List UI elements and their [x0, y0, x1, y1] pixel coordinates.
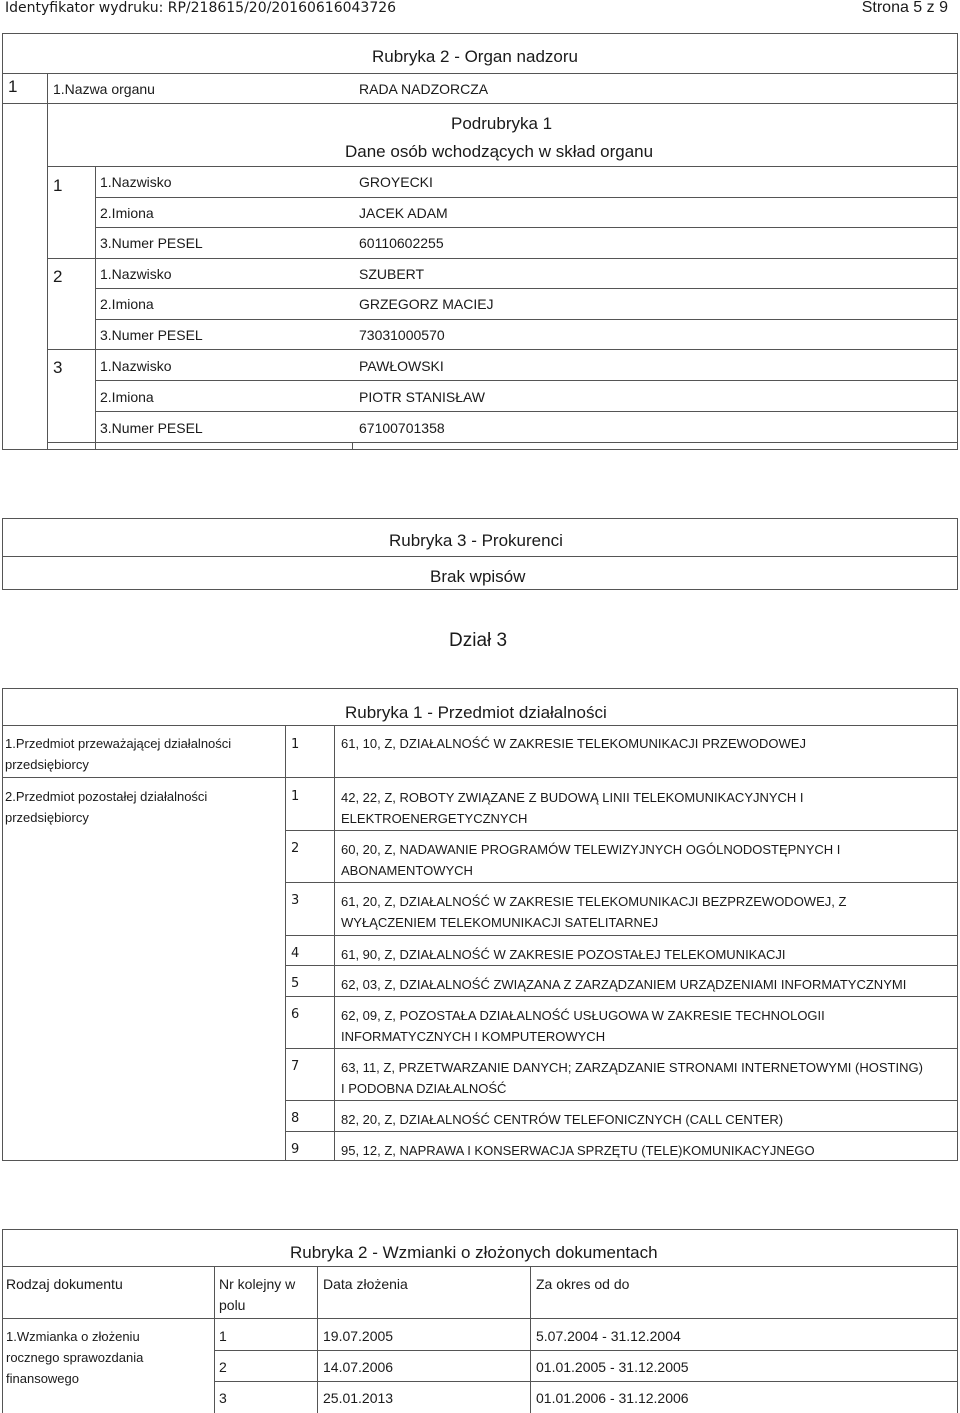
activity-number: 5 [291, 976, 300, 991]
activity-item: 62, 09, Z, POZOSTAŁA DZIAŁALNOŚĆ USŁUGOWA W ZAKRESIE TECHNOLOGII INFORMATYCZNYCH I KOMPUTEROWYCH [341, 1008, 825, 1044]
person-pesel-label: 3.Numer PESEL [100, 420, 203, 436]
period-value: 01.01.2006 - 31.12.2006 [536, 1390, 689, 1406]
person-surname-label: 1.Nazwisko [100, 174, 172, 190]
page-number: Strona 5 z 9 [861, 0, 948, 16]
prokurenci-title: Rubryka 3 - Prokurenci [389, 531, 563, 550]
activity-item: 60, 20, Z, NADAWANIE PROGRAMÓW TELEWIZYJNYCH OGÓLNODOSTĘPNYCH I ABONAMENTOWYCH [341, 842, 841, 878]
row-divider [214, 1350, 958, 1351]
person-surname-label: 1.Nazwisko [100, 358, 172, 374]
przedmiot-title: Rubryka 1 - Przedmiot działalności [345, 703, 607, 722]
main-activity-value: 61, 10, Z, DZIAŁALNOŚĆ W ZAKRESIE TELEKOMUNIKACJI PRZEWODOWEJ [341, 736, 806, 751]
activity-number: 6 [291, 1007, 300, 1022]
organ-name-value: RADA NADZORCZA [359, 81, 489, 97]
row-divider [285, 996, 958, 997]
activity-item: 42, 22, Z, ROBOTY ZWIĄZANE Z BUDOWĄ LINII TELEKOMUNIKACYJNYCH I ELEKTROENERGETYCZNYCH [341, 790, 804, 826]
row-divider [285, 965, 958, 966]
activity-number: 2 [291, 841, 300, 856]
activity-number: 9 [291, 1142, 300, 1157]
podrubryka-subtitle: Dane osób wchodzących w skład organu [345, 142, 654, 161]
person-surname-label: 1.Nazwisko [100, 266, 172, 282]
main-activity-label: 1.Przedmiot przeważającej działalności przedsiębiorcy [5, 736, 232, 772]
period-value: 5.07.2004 - 31.12.2004 [536, 1328, 681, 1344]
person-pesel-value: 73031000570 [359, 327, 445, 343]
activity-item: 95, 12, Z, NAPRAWA I KONSERWACJA SPRZĘTU (TELE)KOMUNIKACYJNEGO [341, 1143, 815, 1158]
filing-date: 19.07.2005 [323, 1328, 394, 1344]
col-filing-date: Data złożenia [323, 1276, 408, 1292]
activity-number: 8 [291, 1111, 300, 1126]
filing-date: 25.01.2013 [323, 1390, 394, 1406]
col-entry-number: Nr kolejny w polu [219, 1276, 296, 1313]
prokurenci-empty: Brak wpisów [430, 567, 526, 586]
person-names-value: JACEK ADAM [359, 205, 448, 221]
activity-number: 7 [291, 1059, 300, 1074]
row-divider [285, 830, 958, 831]
entry-number: 2 [219, 1359, 227, 1375]
organ-row-number: 1 [8, 77, 18, 96]
wzmianki-title: Rubryka 2 - Wzmianki o złożonych dokumentach [290, 1243, 658, 1262]
person-number: 1 [53, 176, 63, 195]
person-names-label: 2.Imiona [100, 205, 154, 221]
dzial-heading: Dział 3 [449, 630, 508, 651]
organ-name-label: 1.Nazwa organu [53, 81, 155, 97]
row-divider [214, 1381, 958, 1382]
person-surname-value: SZUBERT [359, 266, 425, 282]
person-number: 2 [53, 267, 63, 286]
person-names-label: 2.Imiona [100, 296, 154, 312]
activity-number: 1 [291, 789, 300, 804]
row-divider [285, 1131, 958, 1132]
activity-item: 62, 03, Z, DZIAŁALNOŚĆ ZWIĄZANA Z ZARZĄDZANIEM URZĄDZENIAMI INFORMATYCZNYMI [341, 977, 907, 992]
person-pesel-value: 60110602255 [359, 235, 444, 251]
podrubryka-title: Podrubryka 1 [451, 114, 553, 133]
activity-number: 4 [291, 946, 300, 961]
person-pesel-value: 67100701358 [359, 420, 445, 436]
activity-item: 82, 20, Z, DZIAŁALNOŚĆ CENTRÓW TELEFONICZNYCH (CALL CENTER) [341, 1112, 784, 1127]
col-period: Za okres od do [536, 1276, 630, 1292]
person-pesel-label: 3.Numer PESEL [100, 235, 203, 251]
col-document-type: Rodzaj dokumentu [6, 1276, 123, 1292]
period-value: 01.01.2005 - 31.12.2005 [536, 1359, 689, 1375]
activity-item: 63, 11, Z, PRZETWARZANIE DANYCH; ZARZĄDZANIE STRONAMI INTERNETOWYMI (HOSTING) I PODOBNA DZIAŁALNOŚĆ [341, 1060, 923, 1096]
activity-number: 3 [291, 893, 300, 908]
person-names-value: GRZEGORZ MACIEJ [359, 296, 494, 312]
person-surname-value: GROYECKI [359, 174, 433, 190]
organ-nadzoru-title: Rubryka 2 - Organ nadzoru [372, 47, 578, 66]
row-divider [285, 935, 958, 936]
main-activity-number: 1 [291, 737, 300, 752]
person-names-value: PIOTR STANISŁAW [359, 389, 486, 405]
other-activity-label: 2.Przedmiot pozostałej działalności przedsiębiorcy [5, 789, 208, 825]
activity-item: 61, 20, Z, DZIAŁALNOŚĆ W ZAKRESIE TELEKOMUNIKACJI BEZPRZEWODOWEJ, Z WYŁĄCZENIEM TELEKOMUNIKACJI SATELITARNEJ [341, 894, 847, 930]
activity-item: 61, 90, Z, DZIAŁALNOŚĆ W ZAKRESIE POZOSTAŁEJ TELEKOMUNIKACJI [341, 947, 786, 962]
person-pesel-label: 3.Numer PESEL [100, 327, 203, 343]
entry-number: 1 [219, 1328, 227, 1344]
row-divider [285, 1100, 958, 1101]
filing-date: 14.07.2006 [323, 1359, 394, 1375]
person-names-label: 2.Imiona [100, 389, 154, 405]
person-surname-value: PAWŁOWSKI [359, 358, 444, 374]
entry-number: 3 [219, 1390, 227, 1406]
print-identifier: Identyfikator wydruku: RP/218615/20/20160616043726 [5, 0, 397, 16]
row-divider [285, 1048, 958, 1049]
person-number: 3 [53, 358, 63, 377]
document-type-value: 1.Wzmianka o złożeniu rocznego sprawozdania finansowego [6, 1329, 144, 1386]
row-divider [285, 882, 958, 883]
